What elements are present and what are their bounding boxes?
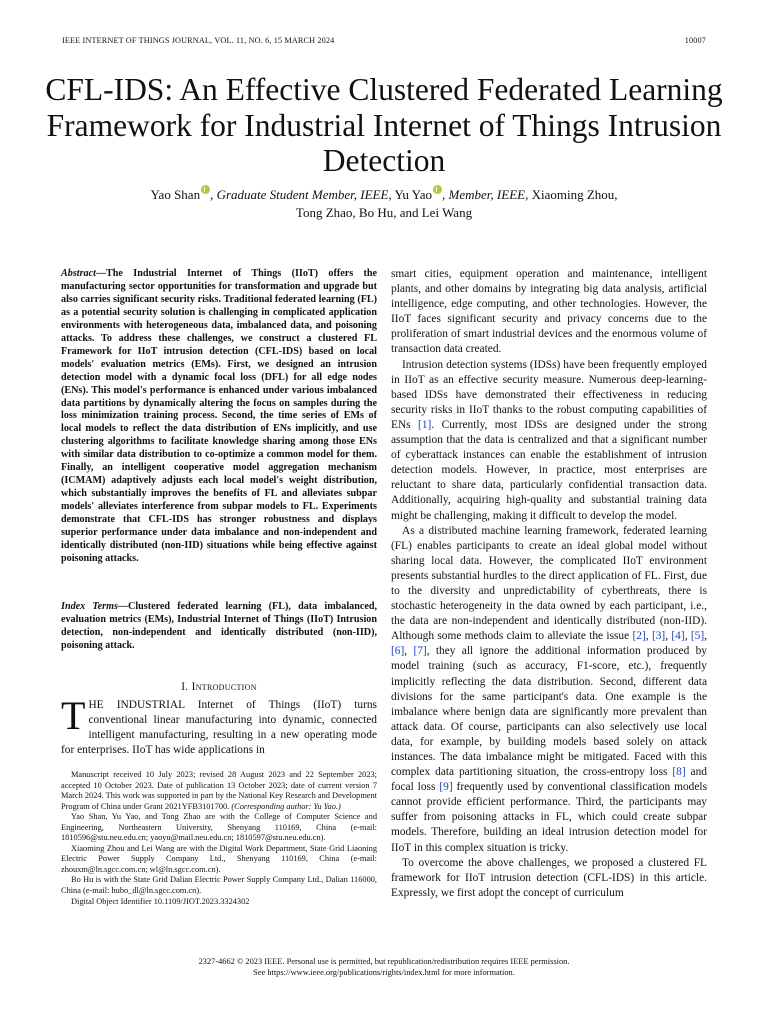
author-list: Yao Shan , Graduate Student Member, IEEE, Yu Yao , Member, IEEE, Xiaoming Zhou, Tong Zhao, Bo Hu, and Lei Wang	[150, 187, 618, 220]
citation-link[interactable]: [4]	[671, 630, 685, 643]
footnote-text: Manuscript received 10 July 2023; revised 28 August 2023 and 22 September 2023; accepted 10 October 2023. Date of publication 13 October 2023; date of current version 7 March 2024. This work was supported in part by the National Key Research and Development Program of China under Grant 2021YFB3101700.	[61, 770, 377, 811]
paragraph-text: frequently used by conventional classification models cannot provide efficient performance. Third, the participants may suffer from poisoning attacks in FL, which could create subpar models. Therefore, building an ideal intrusion detection model for IIoT in this complex situation is tricky.	[391, 781, 708, 854]
paragraph: To overcome the above challenges, we proposed a clustered FL framework for IIoT intrusion detection (CFL-IDS) in this article. Expressly, we first adopt the concept of curriculum	[391, 856, 707, 899]
citation-link[interactable]: [6]	[391, 645, 405, 658]
corresponding-author: (Corresponding author: Yu Yao.)	[231, 801, 341, 811]
footnote-affiliation: Xiaoming Zhou and Lei Wang are with the Digital Work Department, State Grid Liaoning Electric Power Supply Company Ltd., Shenyang 110169, China (e-mail: zhouxm@ln.sgcc.com.cn; wl@ln.sgcc.com.cn).	[61, 843, 377, 874]
citation-link[interactable]: [2]	[632, 630, 646, 643]
footnote-affiliation: Yao Shan, Yu Yao, and Tong Zhao are with the College of Computer Science and Engineering, Northeastern University, Shenyang 110169, China (e-mail: 1810596@stu.neu.edu.cn; yaoyu@mail.neu.edu.cn; 1810597@stu.neu.edu.cn).	[61, 812, 377, 843]
copyright-footer	[0, 956, 768, 978]
author-affiliation: Graduate Student Member, IEEE	[216, 187, 389, 202]
citation-link[interactable]: [9]	[439, 781, 453, 794]
introduction-text	[61, 693, 377, 758]
paragraph-text: and focal loss	[391, 766, 708, 794]
paragraph	[391, 358, 707, 524]
abstract-label: Abstract	[61, 268, 96, 279]
citation-link[interactable]: [1]	[418, 418, 432, 431]
paper-title: CFL-IDS: An Effective Clustered Federated Learning Framework for Industrial Internet of Things Intrusion Detection	[45, 72, 723, 178]
author-name: Xiaoming Zhou,	[531, 187, 618, 202]
paragraph-text: As a distributed machine learning framework, federated learning (FL) enables participants to create an ideal global model without sharing local data. However, the complicated IIoT environment presents substantial hurdles to the direct application of FL. First, due to the diversity and unpredictability of cyberthreats, there is stochastic heterogeneity in the data owned by each participant, i.e., the data are non-independent and identically distributed (non-IID). Although some methods claim to alleviate the issue	[391, 524, 707, 643]
author-name: Yao Shan	[150, 187, 201, 202]
section-number: I.	[181, 681, 189, 693]
section-heading	[61, 681, 377, 693]
citation-link[interactable]: [3]	[651, 630, 666, 643]
intro-paragraph: HE INDUSTRIAL Internet of Things (IIoT) turns conventional linear manufacturing into dynamic, connected intelligent manufacturing, resulting in a new operating mode for enterprises. IIoT has wide applications in	[61, 699, 377, 757]
abstract	[61, 268, 377, 566]
paragraph-text: Intrusion detection systems (IDSs) have been frequently employed in IIoT as an effective security measure. Numerous deep-learning-based IDSs have demonstrated their effectiveness in reducing security risks in IIoT thanks to the robust computing capabilities of ENs	[391, 358, 707, 431]
journal-name: IEEE INTERNET OF THINGS JOURNAL, VOL. 11, NO. 6, 15 MARCH 2024	[62, 36, 335, 45]
footnote-dates	[61, 770, 377, 812]
orcid-icon[interactable]	[201, 185, 210, 194]
section-title: Introduction	[191, 681, 257, 693]
footnote-block	[61, 770, 377, 907]
footnote-affiliation: Bo Hu is with the State Grid Dalian Electric Power Supply Company Ltd., Dalian 116000, China (e-mail: hubo_dl@ln.sgcc.com.cn).	[61, 875, 377, 896]
paragraph: smart cities, equipment operation and maintenance, intelligent plants, and other domains by integrating big data analysis, artificial intelligence, edge computing, and other technologies. However, the IIoT faces significant security and privacy concerns due to the proliferation of smart industrial devices and the enormous volume of transaction data created.	[391, 268, 707, 356]
index-terms	[61, 601, 377, 653]
orcid-icon[interactable]	[433, 185, 442, 194]
citation-link[interactable]: [7]	[413, 645, 427, 658]
abstract-text: —The Industrial Internet of Things (IIoT) offers the manufacturing sector opportunities for transformation and upgrade but also carries significant security risks. Traditional federated learning (FL) as a potential security solution is challenging in complicated application environments with heterogeneous data, imbalanced data, and poisoning attacks. To address these challenges, we construct a clustered FL Framework for IIoT intrusion detection (CFL-IDS) based on local models' evaluation metrics (EMs). First, we designed an intrusion detection model with a dynamic focal loss (DFL) for all edge nodes (ENs). This model's performance is enhanced under various imbalanced data partitions by dynamically altering the focus on samples during the loss minimization training process. Second, the time series of EMs of local models to reflect the data distribution of ENs implicitly, and use clustering algorithms to facilitate knowledge sharing among those ENs with similar data distribution to co-optimize a common model for them. Finally, an intelligent cooperative model aggregation mechanism (ICMAM) adaptively adjusts each local model's weight distribution, which substantially improves the benefits of FL and alleviates subpar models' alleviates interference from subpar models to FL. Experiments demonstrate that CFL-IDS has stronger robustness and displays superior performance under data imbalance and non-independent and identically distributed (non-IID) situations while being effective against poisoning attacks.	[61, 268, 377, 564]
index-terms-text: —Clustered federated learning (FL), data imbalanced, evaluation metrics (EMs), Industrial Internet of Things (IIoT) Intrusion detection, non-independent and identically distributed (non-IID), poisoning attack.	[61, 601, 378, 651]
citation-link[interactable]: [8]	[672, 766, 686, 779]
running-header	[62, 36, 706, 45]
page-number: 10007	[684, 36, 706, 45]
citation-link[interactable]: [5]	[690, 630, 705, 643]
drop-cap: T	[61, 693, 86, 738]
author-names-line2: Tong Zhao, Bo Hu, and Lei Wang	[295, 205, 473, 220]
index-terms-label: Index Terms	[61, 601, 118, 612]
rights-link-line: See https://www.ieee.org/publications/rights/index.html for more information.	[253, 968, 515, 977]
paragraph: As a distributed machine learning framework, federated learning (FL) enables participants to create an ideal global model without sharing local data. However, the complicated IIoT environment presents substantial hurdles to the direct application of FL. First, due to the diversity and unpredictability of cyberthreats, there is stochastic heterogeneity in the data owned by each participant, i.e., the data are non-independent and identically distributed (non-IID). Although some methods claim to alleviate the issue [2], [3], [4], [5], [6], [7], they all ignore the additional information produced by model training (such as accuracy, F1-score, etc.), frequently implicitly reflecting the data distribution. Second, different data divisions for the same participant's data. One example is the imbalance where benign data are significantly more prevalent than attack data. Of course, participants can also selectively use local data, for example, by building models based solely on attack instances. The data imbalance might be mitigated. Faced with this complex data partitioning situation, the cross-entropy loss [8] and focal loss [9] frequently used by conventional classification models cannot provide efficient performance. Third, the participants may suffer from poisoning attacks in FL, which could create subpar models. Therefore, building an ideal intrusion detection model for IIoT in this complex situation is tricky.	[391, 524, 708, 854]
paragraph-text: . Currently, most IDSs are designed under the strong assumption that the data is centralized and that a significant number of cyberattack instances can enable the establishment of intrusion detection models. However, in practice, most enterprises are reluctant to share data, particularly confidential transaction data. Additionally, acquiring high-quality and substantial training data might be challenging, making it difficult to develop the model.	[391, 418, 707, 522]
copyright-line: 2327-4662 © 2023 IEEE. Personal use is permitted, but republication/redistribution requires IEEE permission.	[198, 957, 570, 966]
author-affiliation: Member, IEEE	[448, 187, 526, 202]
right-column	[391, 267, 707, 901]
author-name: Yu Yao	[394, 187, 433, 202]
paragraph-text: , they all ignore the additional information produced by model training (such as accuracy, F1-score, etc.), frequently implicitly reflecting the data distribution. Second, different data divisions for the same participant's data. One example is the imbalance where benign data are significantly more prevalent than attack data. Of course, participants can also selectively use local data, for example, by building models based solely on attack instances. The data imbalance might be mitigated. Faced with this complex data partitioning situation, the cross-entropy loss	[391, 645, 707, 779]
doi: Digital Object Identifier 10.1109/JIOT.2023.3324302	[71, 896, 250, 906]
